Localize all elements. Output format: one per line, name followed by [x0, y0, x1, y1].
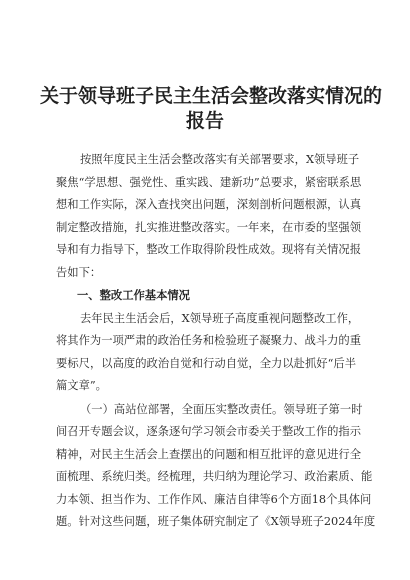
paragraph-3-line-4: 面梳理、系统归类。经梳理，共归纳为理论学习、政治素质、能 [56, 470, 373, 483]
document-title-line-2: 报告 [185, 110, 224, 132]
paragraph-1-line-6: 告如下： [56, 266, 102, 279]
paragraph-1-line-1: 按照年度民主生活会整改落实有关部署要求，X领导班子 [80, 153, 360, 166]
document-title-line-1: 关于领导班子民主生活会整改落实情况的 [40, 85, 383, 107]
paragraph-2-line-2: 将其作为一项严肃的政治任务和检验班子凝聚力、战斗力的重 [56, 334, 362, 347]
paragraph-1-line-5: 导和有力指导下，整改工作取得阶段性成效。现将有关情况报 [56, 243, 362, 256]
paragraph-3-line-5: 力本领、担当作为、工作作风、廉洁自律等6个方面18个具体问 [56, 493, 372, 506]
paragraph-2-line-4: 篇文章”。 [56, 379, 107, 392]
section-heading: 一、整改工作基本情况 [77, 289, 190, 302]
paragraph-3-line-2: 间召开专题会议，逐条逐句学习领会市委关于整改工作的指示 [56, 425, 362, 438]
paragraph-1-line-3: 想和工作实际，深入查找突出问题，深刻剖析问题根源，认真 [56, 198, 362, 211]
paragraph-3-line-3: 精神，对民主生活会上查摆出的问题和相互批评的意见进行全 [56, 448, 362, 461]
paragraph-3-line-1: （一）高站位部署，全面压实整改责任。领导班子第一时 [80, 403, 363, 416]
paragraph-2-line-3: 要标尺，以高度的政治自觉和行动自觉，全力以赴抓好“后半 [56, 357, 356, 370]
paragraph-1-line-2: 聚焦“学思想、强党性、重实践、建新功”总要求，紧密联系思 [56, 176, 362, 189]
paragraph-2-line-1: 去年民主生活会后，X领导班子高度重视问题整改工作， [80, 312, 360, 325]
paragraph-1-line-4: 制定整改措施，扎实推进整改落实。一年来，在市委的坚强领 [56, 221, 362, 234]
paragraph-3-line-6: 题。针对这些问题，班子集体研究制定了《X领导班子2024年度 [56, 515, 376, 528]
